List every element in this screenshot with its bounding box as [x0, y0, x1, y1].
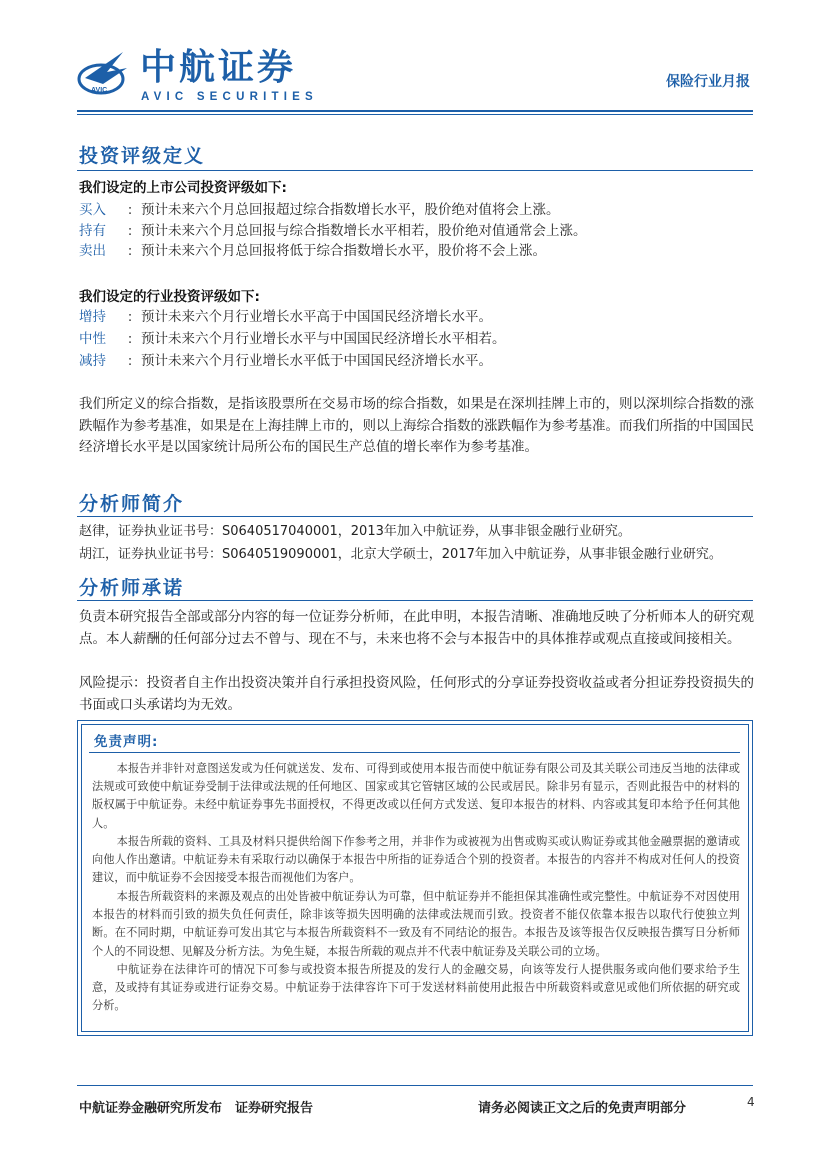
risk-warning: 风险提示：投资者自主作出投资决策并自行承担投资风险，任何形式的分享证券投资收益或者分担证券投资损失的书面或口头承诺均为无效。 [79, 675, 754, 713]
footer-notice: 请务必阅读正文之后的免责声明部分 [478, 1101, 687, 1116]
rating-label: 增持 [79, 309, 106, 325]
rating-desc: 预计未来六个月总回报将低于综合指数增长水平，股价将不会上涨。 [141, 243, 546, 259]
rating-colon: : [127, 243, 133, 259]
industry-rating-row [79, 307, 492, 327]
rating-colon: : [127, 309, 133, 325]
rating-colon: : [127, 353, 133, 369]
rating-desc: 预计未来六个月行业增长水平低于中国国民经济增长水平。 [141, 353, 492, 369]
footer-publisher: 中航证券金融研究所发布 证券研究报告 [79, 1101, 314, 1116]
footer-divider [77, 1085, 753, 1086]
rating-section-title: 投资评级定义 [79, 145, 206, 167]
rating-desc: 预计未来六个月总回报与综合指数增长水平相若，股价绝对值通常会上涨。 [141, 223, 587, 239]
rating-label: 买入 [79, 202, 106, 218]
header-divider [77, 110, 753, 112]
stock-rating-row [79, 221, 587, 241]
report-type: 保险行业月报 [666, 74, 750, 90]
disclaimer-paragraph: 本报告所载的资料、工具及材料只提供给阁下作参考之用，并非作为或被视为出售或购买或认购证券或其他金融票据的邀请或向他人作出邀请。中航证券未有采取行动以确保于本报告中所指的证券适合个别的投资者。本报告的内容并不构成对任何人的投资建议，而中航证券不会因接受本报告而视他们为客户。 [92, 835, 740, 885]
stock-rating-intro: 我们设定的上市公司投资评级如下: [79, 180, 287, 196]
header-divider-thin [77, 114, 753, 115]
stock-rating-row [79, 200, 560, 220]
commitment-section-title: 分析师承诺 [79, 577, 185, 599]
disclaimer-paragraph: 本报告并非针对意图送发或为任何就送发、发布、可得到或使用本报告而使中航证券有限公司及其关联公司违反当地的法律或法规或可致使中航证券受制于法律或法规的任何地区、国家或其它管辖区域的公民或居民。除非另有显示，否则此报告中的材料的版权属于中航证券。未经中航证券事先书面授权，不得更改或以任何方式发送、复印本报告的材料、内容或其复印本给予任何其他人。 [92, 762, 740, 830]
disclaimer-title-rule [89, 752, 740, 753]
logo-text-en: AVIC SECURITIES [141, 91, 318, 103]
logo-text-cn: 中航证券 [140, 47, 297, 88]
rating-colon: : [127, 202, 133, 218]
commitment-text: 负责本研究报告全部或部分内容的每一位证券分析师，在此申明，本报告清晰、准确地反映了分析师本人的研究观点。本人薪酬的任何部分过去不曾与、现在不与，未来也将不会与本报告中的具体推荐或观点直接或间接相关。 [79, 609, 754, 647]
avic-logo-icon [77, 48, 133, 98]
rating-desc: 预计未来六个月行业增长水平高于中国国民经济增长水平。 [141, 309, 492, 325]
rating-label: 卖出 [79, 243, 106, 259]
commitment-section-rule [77, 600, 753, 601]
page-number: 4 [747, 1095, 755, 1109]
rating-section-rule [77, 170, 753, 171]
rating-colon: : [127, 223, 133, 239]
stock-rating-row [79, 241, 546, 261]
rating-desc: 预计未来六个月总回报超过综合指数增长水平，股价绝对值将会上涨。 [141, 202, 560, 218]
rating-label: 减持 [79, 353, 106, 369]
industry-rating-row [79, 351, 492, 371]
disclaimer-paragraph: 本报告所载资料的来源及观点的出处皆被中航证券认为可靠，但中航证券并不能担保其准确性或完整性。中航证券不对因使用本报告的材料而引致的损失负任何责任，除非该等损失因明确的法律或法规而引致。投资者不能仅依靠本报告以取代行使独立判断。在不同时期，中航证券可发出其它与本报告所载资料不一致及有不同结论的报告。本报告及该等报告仅反映报告撰写日分析师个人的不同设想、见解及分析方法。为免生疑，本报告所载的观点并不代表中航证券及关联公司的立场。 [92, 890, 740, 958]
rating-desc: 预计未来六个月行业增长水平与中国国民经济增长水平相若。 [141, 331, 506, 347]
analyst-item: 胡江，证券执业证书号：S0640519090001，北京大学硕士，2017年加入中航证券，从事非银金融行业研究。 [79, 547, 722, 562]
rating-label: 持有 [79, 223, 106, 239]
analysts-section-rule [77, 516, 753, 517]
industry-rating-row [79, 329, 506, 349]
disclaimer-title: 免责声明: [94, 734, 159, 750]
logo-badge-text: AVIC [91, 87, 108, 94]
rating-colon: : [127, 331, 133, 347]
analyst-item: 赵律，证券执业证书号：S0640517040001，2013年加入中航证券，从事非银金融行业研究。 [79, 524, 631, 539]
index-definition-note: 我们所定义的综合指数，是指该股票所在交易市场的综合指数，如果是在深圳挂牌上市的，则以深圳综合指数的涨跌幅作为参考基准，如果是在上海挂牌上市的，则以上海综合指数的涨跌幅作为参考基准。而我们所指的中国国民经济增长水平是以国家统计局所公布的国民生产总值的增长率作为参考基准。 [79, 396, 754, 455]
industry-rating-intro: 我们设定的行业投资评级如下: [79, 289, 260, 305]
disclaimer-paragraph: 中航证券在法律许可的情况下可参与或投资本报告所提及的发行人的金融交易，向该等发行人提供服务或向他们要求给予生意，及或持有其证券或进行证券交易。中航证券于法律容许下可于发送材料前使用此报告中所载资料或意见或他们所依据的研究或分析。 [92, 963, 740, 1013]
analysts-section-title: 分析师简介 [79, 493, 185, 515]
rating-label: 中性 [79, 331, 106, 347]
